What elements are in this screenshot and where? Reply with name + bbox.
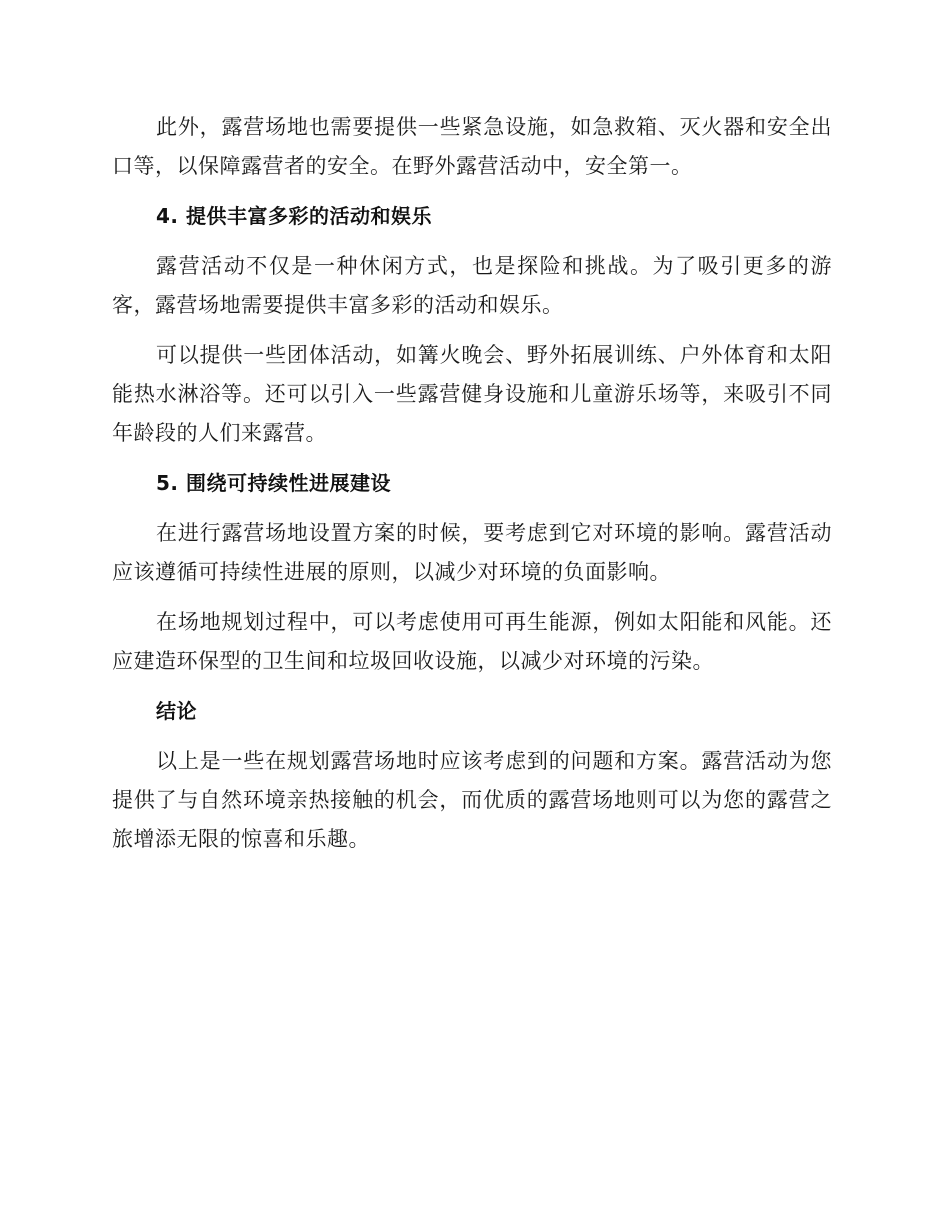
section-heading-conclusion: 结论 bbox=[156, 699, 197, 723]
paragraph-renewable-energy: 在场地规划过程中，可以考虑使用可再生能源，例如太阳能和风能。还应建造环保型的卫生间和垃圾回收设施，以减少对环境的污染。 bbox=[112, 610, 832, 673]
paragraph-emergency-facilities: 此外，露营场地也需要提供一些紧急设施，如急救箱、灭火器和安全出口等，以保障露营者的安全。在野外露营活动中，安全第一。 bbox=[112, 115, 832, 178]
section-heading-activities: 4. 提供丰富多彩的活动和娱乐 bbox=[156, 204, 432, 228]
paragraph-activities-intro: 露营活动不仅是一种休闲方式，也是探险和挑战。为了吸引更多的游客，露营场地需要提供丰富多彩的活动和娱乐。 bbox=[112, 254, 832, 317]
section-heading-sustainability: 5. 围绕可持续性进展建设 bbox=[156, 471, 391, 495]
paragraph-environment-impact: 在进行露营场地设置方案的时候，要考虑到它对环境的影响。露营活动应该遵循可持续性进展的原则，以减少对环境的负面影响。 bbox=[112, 521, 832, 584]
paragraph-group-activities: 可以提供一些团体活动，如篝火晚会、野外拓展训练、户外体育和太阳能热水淋浴等。还可以引入一些露营健身设施和儿童游乐场等，来吸引不同年龄段的人们来露营。 bbox=[112, 343, 832, 445]
document-body bbox=[112, 108, 832, 870]
paragraph-conclusion: 以上是一些在规划露营场地时应该考虑到的问题和方案。露营活动为您提供了与自然环境亲热接触的机会，而优质的露营场地则可以为您的露营之旅增添无限的惊喜和乐趣。 bbox=[112, 749, 832, 851]
